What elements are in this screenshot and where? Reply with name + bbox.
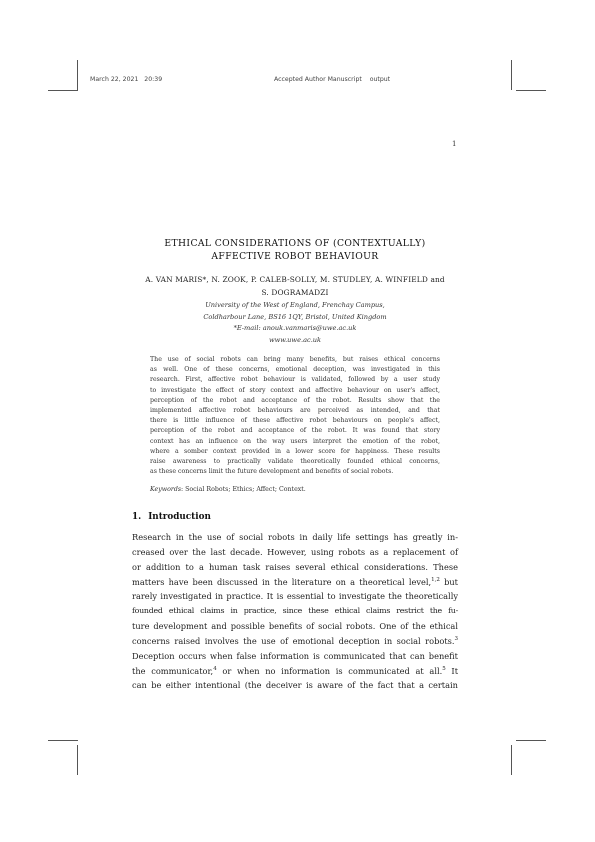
citation-4: 4 bbox=[213, 665, 217, 672]
body-line: Research in the use of social robots in daily life settings has greatly in- bbox=[132, 532, 458, 542]
body-line bbox=[132, 664, 458, 679]
body-line-tail: but bbox=[439, 576, 458, 587]
section-heading bbox=[132, 512, 211, 522]
author-list-line-2: S. DOGRAMADZI bbox=[261, 288, 329, 297]
page-number: 1 bbox=[452, 140, 457, 148]
running-head-label: output bbox=[369, 76, 391, 83]
crop-mark-bottom-left-vertical bbox=[77, 745, 78, 775]
keywords bbox=[150, 486, 440, 493]
body-line: can be either intentional (the deceiver is aware of the fact that a certain bbox=[132, 680, 458, 691]
body-line-text: the communicator, bbox=[132, 665, 214, 676]
body-line-tail: It bbox=[445, 665, 459, 676]
abstract-line: as well. One of these concerns, emotional deception, was investigated in this bbox=[150, 366, 440, 374]
abstract-line: perception of the robot and acceptance of the robot. It was found that story bbox=[150, 427, 440, 435]
paper-title-line-2: AFFECTIVE ROBOT BEHAVIOUR bbox=[211, 251, 379, 262]
body-line bbox=[132, 575, 458, 590]
abstract bbox=[150, 355, 440, 477]
abstract-line: as these concerns limit the future development and benefits of social robots. bbox=[150, 468, 394, 476]
crop-mark-top-right-horizontal bbox=[516, 90, 546, 91]
abstract-line: research. First, affective robot behaviour is validated, followed by a user study bbox=[150, 376, 440, 384]
abstract-line: perception of the robot and acceptance of the robot. Results show that the bbox=[150, 396, 440, 404]
abstract-line: there is little influence of these affective robot behaviours on people's affect, bbox=[150, 417, 440, 425]
body-line-text: concerns raised involves the use of emotional deception in social robots. bbox=[132, 635, 455, 646]
keywords-label: Keywords bbox=[150, 486, 182, 493]
body-line-text: or when no information is communicated at all. bbox=[216, 665, 443, 676]
citation-5: 5 bbox=[442, 665, 446, 672]
crop-mark-top-right-vertical bbox=[511, 60, 512, 90]
running-head-date bbox=[90, 76, 162, 83]
keywords-text: : Social Robots; Ethics; Affect; Context. bbox=[181, 486, 306, 493]
running-head-time: 20:39 bbox=[144, 76, 163, 83]
body-line bbox=[132, 634, 458, 649]
running-head-manuscript bbox=[274, 76, 390, 83]
section-title: Introduction bbox=[148, 512, 211, 522]
body-line: ture development and possible benefits of social robots. One of the ethical bbox=[132, 621, 458, 632]
abstract-line: raise awareness to practically validate theoretically founded ethical concerns, bbox=[150, 458, 440, 466]
crop-mark-top-left-vertical bbox=[77, 60, 78, 90]
author-list-line-1: A. VAN MARIS*, N. ZOOK, P. CALEB-SOLLY, M. STUDLEY, A. WINFIELD and bbox=[145, 275, 445, 284]
body-line-text: matters have been discussed in the literature on a theoretical level, bbox=[132, 576, 432, 587]
crop-mark-bottom-left-horizontal bbox=[48, 740, 78, 741]
body-line: Deception occurs when false information is communicated that can benefit bbox=[132, 650, 458, 661]
crop-mark-bottom-right-vertical bbox=[511, 745, 512, 775]
paper-title-line-1: ETHICAL CONSIDERATIONS OF (CONTEXTUALLY) bbox=[164, 238, 426, 249]
abstract-line: where a somber context provided in a lower score for happiness. These results bbox=[150, 447, 440, 455]
crop-mark-bottom-right-horizontal bbox=[516, 740, 546, 741]
body-line: creased over the last decade. However, using robots as a replacement of bbox=[132, 546, 458, 557]
abstract-line: The use of social robots can bring many benefits, but raises ethical concerns bbox=[150, 356, 440, 363]
affiliation-line-2: Coldharbour Lane, BS16 1QY, Bristol, United Kingdom bbox=[203, 312, 387, 321]
affiliation-email: *E-mail: anouk.vanmaris@uwe.ac.uk bbox=[233, 324, 357, 333]
citation-1-2: 1,2 bbox=[431, 576, 440, 583]
author-list bbox=[128, 273, 462, 299]
section-number: 1. bbox=[132, 512, 142, 522]
abstract-line: implemented affective robot behaviours are perceived as intended, and that bbox=[150, 407, 440, 415]
crop-mark-top-left-horizontal bbox=[48, 90, 78, 91]
affiliation-block bbox=[150, 300, 440, 346]
body-line: rarely investigated in practice. It is essential to investigate the theoretically bbox=[132, 591, 458, 602]
abstract-line: to investigate the effect of story context and affective behaviour on user's affect, bbox=[150, 386, 440, 394]
paper-title bbox=[130, 237, 460, 263]
body-line: founded ethical claims in practice, since these ethical claims restrict the fu- bbox=[132, 606, 458, 616]
affiliation-line-1: University of the West of England, Frenchay Campus, bbox=[205, 301, 385, 309]
running-head-date-text: March 22, 2021 bbox=[90, 76, 139, 83]
body-line: or addition to a human task raises several ethical considerations. These bbox=[132, 561, 458, 572]
abstract-line: context has an influence on the way users interpret the emotion of the robot, bbox=[150, 437, 440, 445]
running-head-manuscript-text: Accepted Author Manuscript bbox=[274, 76, 362, 83]
affiliation-website: www.uwe.ac.uk bbox=[268, 335, 322, 344]
citation-3: 3 bbox=[454, 635, 458, 642]
body-paragraph bbox=[132, 530, 458, 693]
